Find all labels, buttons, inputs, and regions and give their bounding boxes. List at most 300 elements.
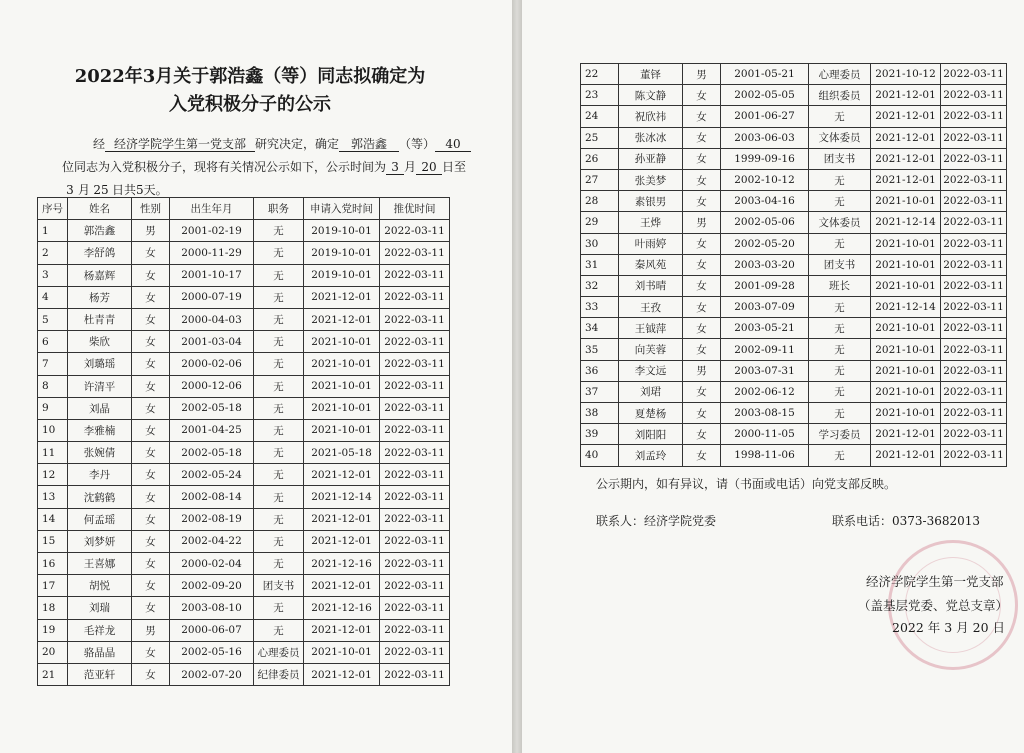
cell-index: 6: [38, 331, 68, 353]
cell-recommend-date: 2022-03-11: [941, 254, 1007, 275]
cell-birth: 2002-06-12: [721, 381, 809, 402]
cell-name: 陈文静: [619, 85, 683, 106]
cell-birth: 2000-02-06: [170, 353, 254, 375]
table-row: [581, 339, 1007, 360]
cell-apply-date: 2021-12-01: [871, 106, 941, 127]
cell-position: 无: [809, 403, 871, 424]
table-row: [38, 331, 450, 353]
cell-apply-date: 2021-12-01: [304, 619, 380, 641]
cell-apply-date: 2021-10-01: [871, 233, 941, 254]
table-row: [38, 530, 450, 552]
cell-apply-date: 2021-12-14: [871, 297, 941, 318]
cell-birth: 2001-06-27: [721, 106, 809, 127]
table-row: [581, 275, 1007, 296]
signing-organization: 经济学院学生第一党支部: [866, 574, 1004, 589]
cell-birth: 2003-06-03: [721, 127, 809, 148]
cell-apply-date: 2021-10-01: [304, 375, 380, 397]
cell-name: 李文远: [619, 360, 683, 381]
cell-apply-date: 2021-12-01: [304, 286, 380, 308]
cell-index: 14: [38, 508, 68, 530]
cell-birth: 2003-07-31: [721, 360, 809, 381]
cell-apply-date: 2021-12-01: [871, 148, 941, 169]
cell-index: 1: [38, 220, 68, 242]
cell-apply-date: 2021-12-01: [871, 424, 941, 445]
cell-birth: 2002-05-24: [170, 464, 254, 486]
cell-name: 杜青青: [68, 308, 132, 330]
table-row: [38, 553, 450, 575]
cell-position: 团支书: [809, 148, 871, 169]
cell-name: 李雅楠: [68, 419, 132, 441]
cell-name: 王烨: [619, 212, 683, 233]
cell-birth: 2001-02-19: [170, 220, 254, 242]
cell-index: 22: [581, 64, 619, 85]
cell-position: 纪律委员: [254, 663, 304, 685]
intro-text: 经: [93, 137, 106, 151]
cell-name: 刘梦妍: [68, 530, 132, 552]
cell-gender: 男: [683, 360, 721, 381]
cell-index: 31: [581, 254, 619, 275]
cell-gender: 女: [132, 353, 170, 375]
cell-name: 刘晶: [68, 397, 132, 419]
cell-index: 24: [581, 106, 619, 127]
cell-birth: 2002-09-11: [721, 339, 809, 360]
cell-position: 无: [809, 360, 871, 381]
cell-birth: 2000-11-29: [170, 242, 254, 264]
table-row: [38, 508, 450, 530]
cell-index: 32: [581, 275, 619, 296]
cell-birth: 2001-04-25: [170, 419, 254, 441]
cell-apply-date: 2021-10-01: [304, 641, 380, 663]
cell-apply-date: 2021-10-01: [871, 339, 941, 360]
header-recommend-date: 推优时间: [380, 198, 450, 220]
cell-index: 3: [38, 264, 68, 286]
cell-name: 叶雨婷: [619, 233, 683, 254]
cell-recommend-date: 2022-03-11: [380, 553, 450, 575]
cell-birth: 2001-03-04: [170, 331, 254, 353]
cell-gender: 男: [132, 220, 170, 242]
cell-name: 范亚轩: [68, 663, 132, 685]
cell-recommend-date: 2022-03-11: [941, 212, 1007, 233]
cell-recommend-date: 2022-03-11: [941, 445, 1007, 466]
cell-recommend-date: 2022-03-11: [380, 397, 450, 419]
cell-name: 杨芳: [68, 286, 132, 308]
cell-name: 张婉倩: [68, 442, 132, 464]
intro-text: 日至: [442, 160, 467, 174]
cell-name: 刘书晴: [619, 275, 683, 296]
cell-position: 组织委员: [809, 85, 871, 106]
table-row: [581, 127, 1007, 148]
cell-apply-date: 2021-12-01: [304, 464, 380, 486]
cell-gender: 女: [132, 375, 170, 397]
cell-position: 无: [254, 530, 304, 552]
cell-apply-date: 2021-10-01: [871, 360, 941, 381]
table-row: [38, 442, 450, 464]
cell-position: 无: [809, 339, 871, 360]
cell-birth: 2000-04-03: [170, 308, 254, 330]
cell-gender: 女: [683, 297, 721, 318]
cell-name: 王喜娜: [68, 553, 132, 575]
cell-gender: 男: [683, 212, 721, 233]
cell-position: 无: [254, 331, 304, 353]
cell-recommend-date: 2022-03-11: [941, 169, 1007, 190]
cell-name: 骆晶晶: [68, 641, 132, 663]
cell-position: 学习委员: [809, 424, 871, 445]
cell-gender: 女: [132, 442, 170, 464]
cell-name: 王孜: [619, 297, 683, 318]
cell-gender: 女: [132, 397, 170, 419]
cell-recommend-date: 2022-03-11: [380, 242, 450, 264]
table-row: [38, 619, 450, 641]
cell-recommend-date: 2022-03-11: [380, 464, 450, 486]
cell-position: 无: [254, 308, 304, 330]
cell-position: 心理委员: [809, 64, 871, 85]
cell-birth: 2002-05-18: [170, 442, 254, 464]
table-row: [38, 375, 450, 397]
cell-index: 8: [38, 375, 68, 397]
cell-gender: 女: [132, 508, 170, 530]
cell-index: 11: [38, 442, 68, 464]
table-row: [581, 318, 1007, 339]
cell-gender: 女: [683, 424, 721, 445]
table-row: [581, 381, 1007, 402]
cell-name: 李舒鸽: [68, 242, 132, 264]
cell-birth: 2002-05-16: [170, 641, 254, 663]
cell-position: 无: [809, 381, 871, 402]
cell-position: 无: [254, 419, 304, 441]
table-row: [38, 220, 450, 242]
cell-index: 5: [38, 308, 68, 330]
cell-recommend-date: 2022-03-11: [380, 264, 450, 286]
cell-recommend-date: 2022-03-11: [941, 148, 1007, 169]
cell-index: 28: [581, 191, 619, 212]
cell-gender: 女: [683, 233, 721, 254]
cell-recommend-date: 2022-03-11: [941, 381, 1007, 402]
cell-index: 21: [38, 663, 68, 685]
table-row: [38, 264, 450, 286]
table-row: [581, 169, 1007, 190]
cell-name: 祝欣祎: [619, 106, 683, 127]
cell-apply-date: 2021-10-01: [304, 419, 380, 441]
cell-position: 无: [254, 286, 304, 308]
cell-recommend-date: 2022-03-11: [941, 403, 1007, 424]
cell-apply-date: 2021-12-01: [304, 308, 380, 330]
cell-position: 无: [254, 464, 304, 486]
cell-position: 无: [809, 318, 871, 339]
table-row: [38, 575, 450, 597]
table-row: [38, 663, 450, 685]
cell-apply-date: 2021-10-01: [871, 318, 941, 339]
cell-index: 17: [38, 575, 68, 597]
intro-line3: [62, 181, 168, 198]
cell-gender: 女: [132, 308, 170, 330]
intro-line2: [62, 158, 466, 175]
end-day-field: 25: [90, 184, 112, 198]
cell-recommend-date: 2022-03-11: [380, 530, 450, 552]
header-gender: 性别: [132, 198, 170, 220]
cell-birth: 2002-05-20: [721, 233, 809, 254]
cell-gender: 女: [132, 264, 170, 286]
objection-notice: 公示期内，如有异议，请（书面或电话）向党支部反映。: [596, 477, 897, 491]
cell-gender: 女: [683, 381, 721, 402]
table-row: [581, 85, 1007, 106]
contact-person: 联系人：经济学院党委: [596, 514, 717, 528]
cell-index: 36: [581, 360, 619, 381]
cell-gender: 女: [132, 419, 170, 441]
cell-birth: 2002-08-19: [170, 508, 254, 530]
cell-index: 30: [581, 233, 619, 254]
table-row: [581, 148, 1007, 169]
cell-apply-date: 2021-10-12: [871, 64, 941, 85]
cell-recommend-date: 2022-03-11: [380, 641, 450, 663]
cell-name: 张冰冰: [619, 127, 683, 148]
cell-index: 9: [38, 397, 68, 419]
cell-position: 文体委员: [809, 212, 871, 233]
cell-index: 40: [581, 445, 619, 466]
cell-index: 20: [38, 641, 68, 663]
cell-apply-date: 2021-10-01: [304, 331, 380, 353]
cell-apply-date: 2021-12-01: [871, 127, 941, 148]
cell-position: 团支书: [254, 575, 304, 597]
cell-recommend-date: 2022-03-11: [380, 353, 450, 375]
contact-phone: 联系电话：0373-3682013: [832, 514, 981, 528]
cell-birth: 2001-10-17: [170, 264, 254, 286]
cell-name: 刘瑞: [68, 597, 132, 619]
cell-gender: 男: [683, 64, 721, 85]
table-row: [38, 597, 450, 619]
cell-index: 38: [581, 403, 619, 424]
candidate-table-right: [580, 63, 1007, 467]
cell-apply-date: 2021-10-01: [871, 381, 941, 402]
cell-recommend-date: 2022-03-11: [380, 597, 450, 619]
cell-apply-date: 2021-12-01: [304, 575, 380, 597]
cell-apply-date: 2021-12-01: [871, 85, 941, 106]
cell-index: 2: [38, 242, 68, 264]
cell-recommend-date: 2022-03-11: [941, 360, 1007, 381]
table-row: [38, 464, 450, 486]
intro-text: （等）: [399, 137, 436, 151]
intro-text: 月: [404, 160, 417, 174]
cell-name: 刘孟玲: [619, 445, 683, 466]
cell-gender: 女: [132, 464, 170, 486]
cell-position: 无: [254, 442, 304, 464]
table-row: [581, 191, 1007, 212]
cell-birth: 2003-08-15: [721, 403, 809, 424]
cell-recommend-date: 2022-03-11: [941, 85, 1007, 106]
cell-apply-date: 2021-12-14: [304, 486, 380, 508]
cell-apply-date: 2021-10-01: [304, 353, 380, 375]
cell-index: 13: [38, 486, 68, 508]
cell-apply-date: 2021-12-01: [304, 508, 380, 530]
cell-apply-date: 2019-10-01: [304, 242, 380, 264]
cell-index: 4: [38, 286, 68, 308]
start-day-field: 20: [416, 161, 442, 175]
cell-birth: 2003-08-10: [170, 597, 254, 619]
cell-birth: 2001-09-28: [721, 275, 809, 296]
cell-recommend-date: 2022-03-11: [941, 64, 1007, 85]
cell-recommend-date: 2022-03-11: [941, 318, 1007, 339]
cell-name: 董铎: [619, 64, 683, 85]
table-row: [581, 424, 1007, 445]
candidate-count-field: 40: [435, 138, 471, 152]
cell-birth: 2002-09-20: [170, 575, 254, 597]
cell-apply-date: 2021-10-01: [304, 397, 380, 419]
cell-name: 刘璐瑶: [68, 353, 132, 375]
cell-apply-date: 2021-12-01: [304, 530, 380, 552]
cell-gender: 女: [132, 242, 170, 264]
cell-apply-date: 2021-10-01: [871, 275, 941, 296]
cell-gender: 女: [683, 169, 721, 190]
cell-recommend-date: 2022-03-11: [941, 191, 1007, 212]
notice-title-line2: 入党积极分子的公示: [169, 94, 331, 115]
table-row: [38, 308, 450, 330]
cell-gender: 女: [683, 275, 721, 296]
table-row: [38, 641, 450, 663]
cell-recommend-date: 2022-03-11: [941, 424, 1007, 445]
cell-birth: 2003-03-20: [721, 254, 809, 275]
cell-name: 夏楚杨: [619, 403, 683, 424]
cell-gender: 女: [683, 127, 721, 148]
cell-apply-date: 2021-05-18: [304, 442, 380, 464]
table-row: [38, 286, 450, 308]
intro-line1: [93, 135, 471, 152]
cell-name: 杨嘉辉: [68, 264, 132, 286]
cell-apply-date: 2021-10-01: [871, 254, 941, 275]
cell-position: 无: [254, 264, 304, 286]
cell-gender: 女: [132, 286, 170, 308]
cell-recommend-date: 2022-03-11: [941, 233, 1007, 254]
cell-position: 无: [809, 191, 871, 212]
cell-recommend-date: 2022-03-11: [380, 442, 450, 464]
cell-recommend-date: 2022-03-11: [380, 220, 450, 242]
cell-gender: 女: [683, 318, 721, 339]
cell-recommend-date: 2022-03-11: [380, 663, 450, 685]
cell-name: 秦风苑: [619, 254, 683, 275]
cell-gender: 女: [132, 575, 170, 597]
cell-birth: 2002-08-14: [170, 486, 254, 508]
cell-apply-date: 2021-10-01: [871, 403, 941, 424]
seal-instruction: （盖基层党委、党总支章）: [858, 598, 1009, 613]
cell-name: 李丹: [68, 464, 132, 486]
cell-recommend-date: 2022-03-11: [380, 486, 450, 508]
table-row: [581, 106, 1007, 127]
cell-apply-date: 2021-12-14: [871, 212, 941, 233]
cell-recommend-date: 2022-03-11: [941, 339, 1007, 360]
cell-name: 向芙蓉: [619, 339, 683, 360]
cell-recommend-date: 2022-03-11: [941, 106, 1007, 127]
cell-position: 无: [254, 553, 304, 575]
cell-position: 团支书: [809, 254, 871, 275]
cell-position: 无: [254, 242, 304, 264]
cell-birth: 2000-12-06: [170, 375, 254, 397]
cell-birth: 2002-04-22: [170, 530, 254, 552]
cell-gender: 女: [132, 641, 170, 663]
cell-position: 心理委员: [254, 641, 304, 663]
cell-recommend-date: 2022-03-11: [380, 508, 450, 530]
intro-text: 日共5天。: [112, 183, 168, 197]
cell-index: 29: [581, 212, 619, 233]
cell-position: 无: [254, 353, 304, 375]
notice-title-line1: 2022年3月关于郭浩鑫（等）同志拟确定为: [74, 66, 426, 87]
cell-position: 无: [809, 233, 871, 254]
cell-birth: 2002-05-18: [170, 397, 254, 419]
cell-birth: 2003-04-16: [721, 191, 809, 212]
cell-index: 10: [38, 419, 68, 441]
table-row: [38, 419, 450, 441]
cell-birth: 2001-05-21: [721, 64, 809, 85]
cell-name: 郭浩鑫: [68, 220, 132, 242]
cell-gender: 女: [683, 85, 721, 106]
cell-apply-date: 2021-12-01: [871, 169, 941, 190]
cell-name: 许清平: [68, 375, 132, 397]
cell-apply-date: 2019-10-01: [304, 220, 380, 242]
cell-index: 27: [581, 169, 619, 190]
cell-name: 刘珺: [619, 381, 683, 402]
header-position: 职务: [254, 198, 304, 220]
cell-position: 无: [254, 486, 304, 508]
cell-index: 18: [38, 597, 68, 619]
cell-position: 无: [254, 597, 304, 619]
cell-index: 35: [581, 339, 619, 360]
cell-recommend-date: 2022-03-11: [380, 331, 450, 353]
cell-index: 7: [38, 353, 68, 375]
header-index: 序号: [38, 198, 68, 220]
candidate-table-left: [37, 197, 450, 686]
cell-index: 25: [581, 127, 619, 148]
cell-name: 毛祥龙: [68, 619, 132, 641]
cell-recommend-date: 2022-03-11: [380, 308, 450, 330]
cell-recommend-date: 2022-03-11: [380, 575, 450, 597]
cell-apply-date: 2021-12-01: [871, 445, 941, 466]
cell-index: 16: [38, 553, 68, 575]
cell-gender: 女: [132, 331, 170, 353]
cell-position: 无: [254, 375, 304, 397]
cell-index: 39: [581, 424, 619, 445]
table-row: [581, 403, 1007, 424]
cell-position: 无: [809, 297, 871, 318]
table-row: [38, 397, 450, 419]
cell-birth: 2002-07-20: [170, 663, 254, 685]
table-row: [581, 64, 1007, 85]
cell-index: 33: [581, 297, 619, 318]
cell-position: 无: [809, 169, 871, 190]
table-header-row: [38, 198, 450, 220]
cell-name: 王钺萍: [619, 318, 683, 339]
cell-position: 班长: [809, 275, 871, 296]
cell-position: 文体委员: [809, 127, 871, 148]
cell-birth: 2002-10-12: [721, 169, 809, 190]
cell-position: 无: [809, 106, 871, 127]
cell-gender: 女: [683, 403, 721, 424]
cell-birth: 1999-09-16: [721, 148, 809, 169]
cell-index: 37: [581, 381, 619, 402]
cell-index: 19: [38, 619, 68, 641]
cell-gender: 女: [132, 663, 170, 685]
cell-position: 无: [254, 220, 304, 242]
candidate-name-field: 郭浩鑫: [339, 138, 399, 152]
intro-text: 研究决定，确定: [255, 137, 340, 151]
cell-birth: 2000-06-07: [170, 619, 254, 641]
cell-index: 34: [581, 318, 619, 339]
cell-position: 无: [809, 445, 871, 466]
cell-gender: 女: [132, 597, 170, 619]
table-row: [581, 212, 1007, 233]
header-apply-date: 申请入党时间: [304, 198, 380, 220]
cell-apply-date: 2021-12-16: [304, 553, 380, 575]
table-row: [38, 242, 450, 264]
cell-position: 无: [254, 508, 304, 530]
cell-birth: 2003-05-21: [721, 318, 809, 339]
cell-apply-date: 2019-10-01: [304, 264, 380, 286]
